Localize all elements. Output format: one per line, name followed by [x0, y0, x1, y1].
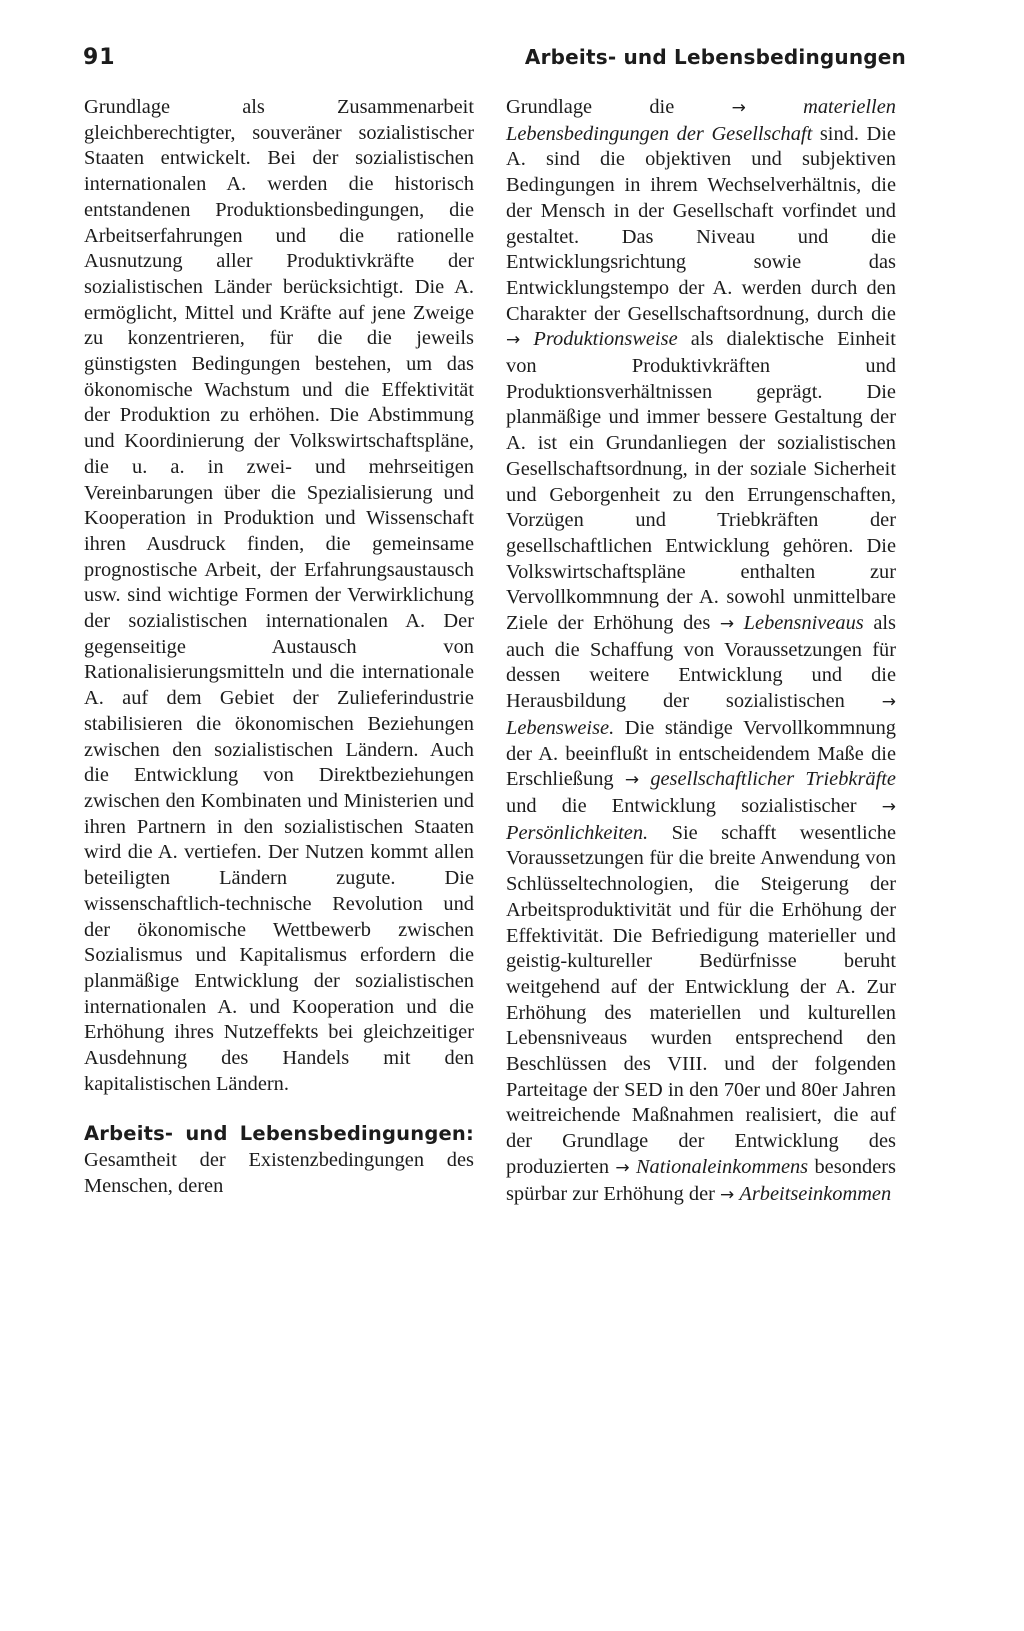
text-segment: als dialektische Einheit von Produktivkräften und Produktionsverhältnissen geprägt. Die planmäßige und immer bessere Gestaltung der A. ist ein Grundanliegen der sozialistischen Gesellschaftsordnung, in der soziale Sicherheit und Geborgenheit zu den Errungenschaften, Vorzügen und Triebkräften der gesellschaftlichen Entwicklung gehören. Die Volkswirtschaftspläne enthalten zur Vervollkommnung der A. sowohl unmittelbare Ziele der Erhöhung des: [506, 328, 896, 635]
text-segment: Grundlage die: [506, 96, 675, 118]
cross-reference-arrow-icon: →: [719, 614, 735, 635]
cross-reference-arrow-icon: →: [731, 98, 746, 118]
cross-reference-arrow-icon: →: [720, 1184, 735, 1205]
cross-reference[interactable]: Lebensweise.: [506, 716, 615, 739]
cross-reference-arrow-icon: →: [881, 692, 896, 713]
cross-reference[interactable]: gesellschaftlicher Triebkräfte: [650, 768, 896, 791]
cross-reference-arrow-icon: →: [506, 330, 521, 351]
left-column: [84, 95, 474, 1200]
entry-term: Arbeits- und Lebensbedingungen:: [84, 1122, 474, 1146]
text-segment: Die ständige Vervollkommnung der A. beeinflußt in entscheidendem Maße die Erschließung: [506, 716, 896, 791]
cross-reference[interactable]: Nationaleinkommens: [635, 1155, 809, 1178]
running-head: Arbeits- und Lebensbedingungen: [524, 45, 906, 69]
page-number: 91: [83, 45, 116, 70]
right-column: [506, 95, 896, 1208]
cross-reference-arrow-icon: →: [615, 1157, 630, 1178]
page-header: [83, 45, 906, 79]
cross-reference[interactable]: Persönlichkeiten.: [506, 821, 649, 844]
text-segment: und die Entwicklung sozialistischer: [506, 794, 857, 817]
text-segment: besonders spürbar zur Erhöhung der: [506, 1155, 896, 1205]
entry-text: Gesamtheit der Existenzbedingungen des Menschen, deren: [84, 1149, 474, 1197]
cross-reference-arrow-icon: →: [881, 796, 896, 817]
continued-paragraph: Grundlage als Zusammenarbeit gleichberechtigter, souveräner sozialistischer Staaten entwickelt. Bei der sozialistischen internationalen A. werden die historisch entstandenen Produktionsbedingungen, die Arbeitserfahrungen und die rationelle Ausnutzung aller Produktivkräfte der sozialistischen Länder berücksichtigt. Die A. ermöglicht, Mittel und Kräfte auf jene Zweige zu konzentrieren, für die die jeweils günstigsten Bedingungen bestehen, um das ökonomische Wachstum und die Effektivität der Produktion zu erhöhen. Die Abstimmung und Koordinierung der Volkswirtschaftspläne, die u. a. in zwei- und mehrseitigen Vereinbarungen über die Spezialisierung und Kooperation in Produktion und Wissenschaft ihren Ausdruck finden, die gemeinsame prognostische Arbeit, der Erfahrungsaustausch usw. sind wichtige Formen der Verwirklichung der sozialistischen internationalen A. Der gegenseitige Austausch von Rationalisierungsmitteln und die internationale A. auf dem Gebiet der Zulieferindustrie stabilisieren die ökonomischen Beziehungen zwischen den sozialistischen Ländern. Auch die Entwicklung von Direktbeziehungen zwischen den Kombinaten und Ministerien und ihren Partnern in den sozialistischen Staaten wird die A. vertiefen. Der Nutzen kommt allen beteiligten Ländern zugute. Die wissenschaftlich-technische Revolution und der ökonomische Wettbewerb zwischen Sozialismus und Kapitalismus erfordern die planmäßige Entwicklung der sozialistischen internationalen A. und Kooperation und die Erhöhung ihres Nutzeffekts bei gleichzeitiger Ausdehnung des Handels mit den kapitalistischen Ländern.: [84, 96, 474, 1095]
text-segment: als auch die Schaffung von Voraussetzungen für dessen weitere Entwicklung und die Herausbildung der sozialistischen: [506, 612, 896, 713]
entry-continuation: [506, 95, 896, 1208]
cross-reference[interactable]: materiellen Lebensbedingungen der Gesellschaft: [506, 96, 896, 145]
cross-reference[interactable]: Lebensniveaus: [743, 612, 864, 635]
cross-reference-arrow-icon: →: [624, 770, 640, 791]
text-segment: sind. Die A. sind die objektiven und subjektiven Bedingungen in ihrem Wechselverhältnis, die der Mensch in der Gesellschaft vorfindet und gestaltet. Das Niveau und die Entwicklungsrichtung sowie das Entwicklungstempo der A. werden durch den Charakter der Gesellschaftsordnung, durch die: [506, 122, 896, 325]
cross-reference[interactable]: Arbeitseinkommen: [739, 1182, 892, 1205]
dictionary-entry: [84, 1121, 474, 1199]
text-segment: Sie schafft wesentliche Voraussetzungen für die breite Anwendung von Schlüsseltechnologien, die Steigerung der Arbeitsproduktivität und für die Erhöhung der Effektivität. Die Befriedigung materieller und geistig-kultureller Bedürfnisse beruht weitgehend auf der Entwicklung der A. Zur Erhöhung des materiellen und kulturellen Lebensniveaus wurden entsprechend den Beschlüssen des VIII. und der folgenden Parteitage der SED in den 70er und 80er Jahren weitreichende Maßnahmen realisiert, die auf der Grundlage der Entwicklung des produzierten: [506, 821, 896, 1178]
cross-reference[interactable]: Produktionsweise: [533, 328, 678, 351]
